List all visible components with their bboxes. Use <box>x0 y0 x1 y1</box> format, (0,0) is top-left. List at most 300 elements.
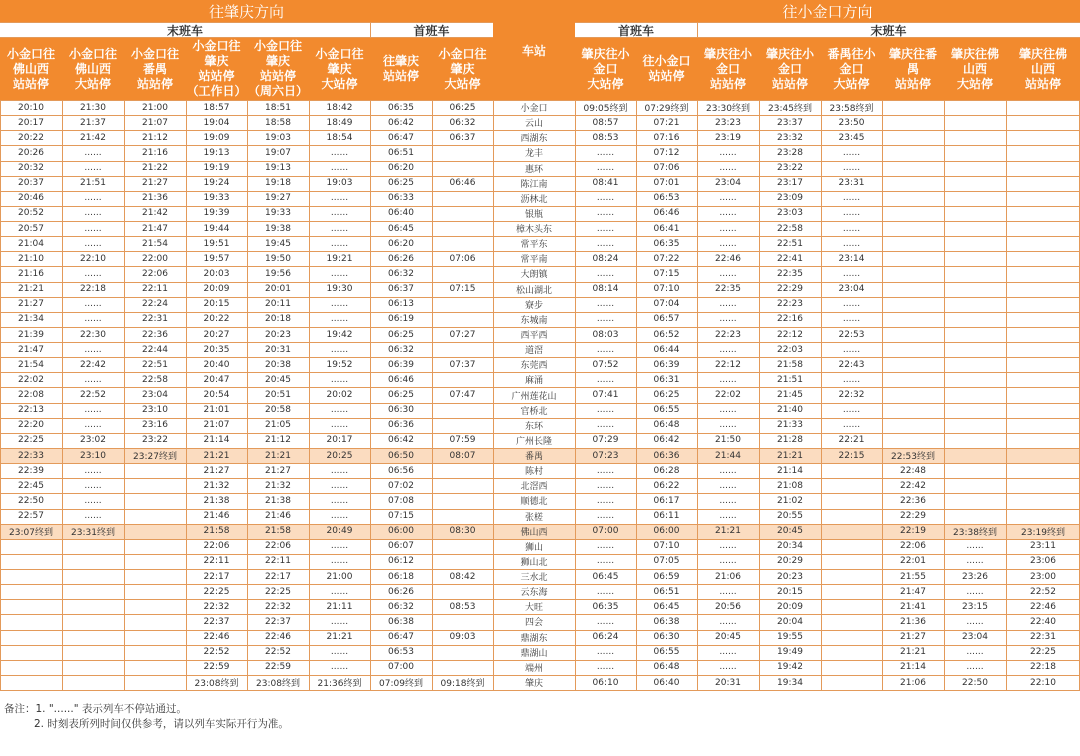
table-cell: 22:17 <box>203 571 230 582</box>
table-cell: ...... <box>84 344 102 355</box>
grid-line <box>0 236 1080 237</box>
table-cell: 21:21 <box>900 647 926 658</box>
table-cell <box>882 191 944 206</box>
title-left: 往肇庆方向 <box>0 0 493 22</box>
table-cell: 06:42 <box>388 435 414 446</box>
grid-line <box>0 372 1080 373</box>
station-name: 陈江南 <box>520 179 548 190</box>
station-name: 寮步 <box>524 300 543 311</box>
table-cell <box>1006 493 1080 508</box>
table-cell: 21:55 <box>900 571 926 582</box>
table-cell <box>62 539 124 554</box>
table-cell <box>124 660 186 675</box>
grid-line <box>0 690 1080 691</box>
table-cell: 19:03 <box>326 178 353 189</box>
table-cell <box>432 645 493 660</box>
table-cell <box>124 614 186 629</box>
table-cell: 06:11 <box>653 511 680 522</box>
table-cell: 07:12 <box>653 147 680 158</box>
table-cell: 21:02 <box>777 495 803 506</box>
station-name: 常平东 <box>520 240 548 251</box>
table-cell <box>882 403 944 418</box>
table-cell: 22:41 <box>777 253 803 264</box>
table-cell: 06:39 <box>653 359 680 370</box>
table-cell <box>124 675 186 690</box>
table-cell: 21:21 <box>697 524 759 539</box>
table-cell: 21:38 <box>203 495 230 506</box>
table-cell <box>821 599 882 614</box>
table-cell: ...... <box>84 511 102 522</box>
table-cell: 06:32 <box>449 117 476 128</box>
table-cell: 19:30 <box>326 284 353 295</box>
table-cell: 06:00 <box>636 524 697 539</box>
table-cell: 06:33 <box>388 193 414 204</box>
grid-line <box>370 100 371 690</box>
table-cell: 22:11 <box>142 284 168 295</box>
table-cell <box>821 493 882 508</box>
table-cell: 23:45 <box>838 132 865 143</box>
table-cell: ...... <box>84 480 102 491</box>
table-cell <box>432 236 493 251</box>
table-cell: 22:52 <box>265 647 291 658</box>
table-cell <box>124 569 186 584</box>
table-cell: 06:25 <box>388 390 414 401</box>
table-cell <box>1006 251 1080 266</box>
station-name: 西平西 <box>520 331 548 341</box>
table-cell <box>1006 176 1080 191</box>
table-cell: 07:21 <box>653 117 680 128</box>
table-cell: 22:58 <box>777 223 803 234</box>
table-cell <box>432 145 493 160</box>
table-cell <box>62 599 124 614</box>
table-cell: 06:19 <box>388 314 414 325</box>
table-cell: ...... <box>719 586 737 597</box>
table-cell: ...... <box>596 420 615 431</box>
table-cell: 06:25 <box>449 102 476 113</box>
grid-line <box>0 115 1080 116</box>
table-cell <box>1006 100 1080 115</box>
table-cell: 06:35 <box>592 601 619 612</box>
grid-line <box>0 282 1080 283</box>
table-cell: 22:29 <box>900 511 926 522</box>
table-cell: 21:58 <box>777 359 803 370</box>
station-name: 云东海 <box>520 588 548 599</box>
table-cell: 23:04 <box>838 284 865 295</box>
table-cell <box>944 387 1006 402</box>
table-cell: ...... <box>719 480 737 491</box>
grid-line <box>0 599 1080 600</box>
table-cell <box>944 115 1006 130</box>
table-cell: ...... <box>719 193 737 204</box>
table-cell <box>944 251 1006 266</box>
table-cell <box>0 599 62 614</box>
table-cell: 22:00 <box>142 253 168 264</box>
table-cell: 06:38 <box>653 616 680 627</box>
table-cell: 23:23 <box>715 117 741 128</box>
table-cell: ...... <box>330 647 349 658</box>
table-cell: 23:50 <box>838 117 865 128</box>
table-cell: ...... <box>719 495 737 506</box>
table-cell <box>1006 509 1080 524</box>
table-cell <box>944 312 1006 327</box>
grid-line <box>124 100 125 690</box>
table-cell: 07:15 <box>449 284 476 295</box>
table-cell: 20:15 <box>203 299 230 310</box>
table-cell: 22:18 <box>1030 662 1056 673</box>
grid-line <box>0 569 1080 570</box>
table-cell <box>944 478 1006 493</box>
table-cell: 22:10 <box>80 253 106 264</box>
table-cell: ...... <box>842 420 861 431</box>
table-cell: 19:50 <box>265 253 291 264</box>
table-cell: 21:12 <box>265 435 291 446</box>
table-cell <box>1006 357 1080 372</box>
table-cell: 23:03 <box>777 208 803 219</box>
table-cell: 20:52 <box>18 208 44 219</box>
table-cell: ...... <box>84 420 102 431</box>
notes <box>4 702 289 732</box>
table-cell <box>124 539 186 554</box>
table-cell: 20:15 <box>777 586 803 597</box>
table-cell: ...... <box>719 405 737 416</box>
table-cell: ...... <box>84 268 102 279</box>
table-cell <box>432 660 493 675</box>
table-cell: ...... <box>842 344 861 355</box>
table-cell: 20:34 <box>777 541 803 552</box>
table-cell: 21:54 <box>142 238 168 249</box>
table-cell: 21:37 <box>80 117 106 128</box>
table-cell: 23:17 <box>777 178 803 189</box>
table-cell <box>944 282 1006 297</box>
table-cell: 23:58终到 <box>829 104 874 115</box>
table-cell: ...... <box>330 268 349 279</box>
table-cell <box>821 509 882 524</box>
station-name: 狮山北 <box>520 557 548 568</box>
table-cell: 21:51 <box>777 374 803 385</box>
grid-line <box>0 191 1080 192</box>
station-name: 四会 <box>524 618 543 629</box>
table-cell: 21:38 <box>265 495 291 506</box>
station-name: 三水北 <box>520 573 548 584</box>
table-cell: 19:04 <box>203 117 230 128</box>
table-cell <box>821 554 882 569</box>
group-left-last: 末班车 <box>0 22 370 38</box>
table-cell: 06:37 <box>449 132 476 143</box>
table-cell: 22:52 <box>80 390 106 401</box>
table-cell: 08:07 <box>432 448 493 463</box>
table-cell: 22:46 <box>203 632 230 643</box>
table-cell <box>882 357 944 372</box>
table-cell: 23:38终到 <box>944 524 1006 539</box>
table-cell: ...... <box>719 556 737 567</box>
table-cell: 23:16 <box>142 420 168 431</box>
table-cell: ...... <box>330 556 349 567</box>
table-cell <box>821 630 882 645</box>
table-cell: 22:31 <box>142 314 168 325</box>
table-cell: ...... <box>596 223 615 234</box>
table-cell: 23:19终到 <box>1006 524 1080 539</box>
table-cell: 21:32 <box>265 480 291 491</box>
table-cell: 06:46 <box>653 208 680 219</box>
table-cell: 21:42 <box>142 208 168 219</box>
table-cell <box>1006 372 1080 387</box>
left-col-header: 小金口往 肇庆 站站停 （工作日） <box>186 39 247 98</box>
table-cell: 23:45终到 <box>768 104 812 115</box>
table-cell <box>944 221 1006 236</box>
table-cell: 22:06 <box>900 541 926 552</box>
table-cell: ...... <box>719 208 737 219</box>
table-cell: 06:26 <box>388 253 414 264</box>
table-cell <box>1006 221 1080 236</box>
table-cell <box>124 630 186 645</box>
table-cell: 20:45 <box>715 632 741 643</box>
grid-line <box>0 660 1080 661</box>
table-cell: 23:15 <box>962 601 988 612</box>
table-cell <box>0 645 62 660</box>
table-cell <box>432 221 493 236</box>
table-cell: 21:21 <box>759 448 821 463</box>
table-cell <box>1006 342 1080 357</box>
table-cell: 06:28 <box>653 465 680 476</box>
table-cell <box>944 161 1006 176</box>
table-cell: 23:26 <box>962 571 988 582</box>
station-name: 东莞西 <box>520 361 548 372</box>
table-cell: 19:49 <box>777 647 803 658</box>
table-cell: 23:28 <box>777 147 803 158</box>
table-cell: ...... <box>596 465 615 476</box>
station-header: 车站 <box>493 0 575 100</box>
table-cell: 21:04 <box>18 238 44 249</box>
table-cell: ...... <box>330 344 349 355</box>
table-cell <box>1006 312 1080 327</box>
table-cell: 22:36 <box>142 329 168 340</box>
table-cell <box>432 418 493 433</box>
table-cell: 22:42 <box>80 359 106 370</box>
table-cell: ...... <box>719 344 737 355</box>
table-cell <box>432 403 493 418</box>
grid-line <box>0 403 1080 404</box>
table-cell: ...... <box>84 193 102 204</box>
table-cell: 22:24 <box>142 299 168 310</box>
table-cell: 06:38 <box>388 616 414 627</box>
table-cell: ...... <box>84 238 102 249</box>
table-cell: 06:40 <box>388 208 414 219</box>
table-cell: 23:00 <box>1030 571 1056 582</box>
grid-line <box>0 493 1080 494</box>
table-cell: 20:22 <box>18 132 44 143</box>
table-cell: 20:01 <box>265 284 291 295</box>
table-cell <box>432 266 493 281</box>
table-cell: ...... <box>719 223 737 234</box>
table-cell <box>821 645 882 660</box>
table-cell <box>882 266 944 281</box>
table-cell: ...... <box>596 314 615 325</box>
table-cell <box>944 176 1006 191</box>
table-cell: 07:08 <box>388 495 414 506</box>
table-cell: 19:34 <box>777 677 803 688</box>
table-cell: 21:34 <box>18 314 44 325</box>
table-cell: 07:41 <box>592 390 619 401</box>
table-cell: ...... <box>596 556 615 567</box>
table-cell: 22:40 <box>1030 616 1056 627</box>
table-cell: 09:03 <box>449 632 476 643</box>
table-cell: 07:16 <box>653 132 680 143</box>
table-cell: 08:03 <box>592 329 619 340</box>
table-cell: 21:36终到 <box>317 679 362 689</box>
table-cell: 22:33 <box>0 448 62 463</box>
table-cell <box>944 236 1006 251</box>
table-cell <box>0 569 62 584</box>
table-cell: 20:29 <box>777 556 803 567</box>
grid-line <box>0 675 1080 676</box>
table-cell: 06:25 <box>653 390 680 401</box>
grid-line <box>0 357 1080 358</box>
table-cell <box>944 342 1006 357</box>
table-cell: ...... <box>330 511 349 522</box>
table-cell <box>882 221 944 236</box>
table-cell: 07:37 <box>449 359 476 370</box>
table-cell: 21:10 <box>18 253 44 264</box>
table-cell <box>882 115 944 130</box>
right-col-header: 肇庆往小 金口 大站停 <box>575 38 636 100</box>
table-cell <box>432 614 493 629</box>
table-cell <box>62 584 124 599</box>
table-cell <box>882 312 944 327</box>
table-cell: 07:01 <box>653 178 680 189</box>
table-cell <box>1006 115 1080 130</box>
table-cell: ...... <box>842 208 861 219</box>
table-cell: 22:25 <box>203 586 230 597</box>
table-cell <box>944 357 1006 372</box>
table-cell: 06:13 <box>388 299 414 310</box>
table-cell: 06:44 <box>653 344 680 355</box>
table-cell <box>821 584 882 599</box>
station-name: 狮山 <box>524 542 543 553</box>
table-cell: ...... <box>719 465 737 476</box>
table-cell: 22:01 <box>900 556 926 567</box>
table-cell: 19:13 <box>265 163 291 174</box>
table-cell: ...... <box>330 223 349 234</box>
table-cell <box>0 584 62 599</box>
table-cell: 22:15 <box>821 448 882 463</box>
table-cell: 07:00 <box>575 524 636 539</box>
table-cell: 20:25 <box>309 448 370 463</box>
table-cell: 22:45 <box>18 480 44 491</box>
table-cell: 21:39 <box>18 329 44 340</box>
table-cell: 08:41 <box>592 178 619 189</box>
table-cell <box>882 176 944 191</box>
table-cell: 06:35 <box>653 238 680 249</box>
table-cell: ...... <box>842 374 861 385</box>
table-cell: 23:06 <box>1030 556 1056 567</box>
table-cell <box>882 251 944 266</box>
grid-line <box>0 100 1080 101</box>
table-cell: ...... <box>719 163 737 174</box>
table-cell: 20:49 <box>309 524 370 539</box>
grid-line <box>0 614 1080 615</box>
station-name: 顺德北 <box>520 497 548 508</box>
table-cell: ...... <box>719 616 737 627</box>
table-cell: ...... <box>719 662 737 673</box>
station-name: 银瓶 <box>524 209 543 220</box>
table-cell: 06:46 <box>388 374 414 385</box>
table-cell <box>1006 266 1080 281</box>
table-cell: 21:14 <box>900 662 926 673</box>
table-cell: 22:06 <box>203 541 230 552</box>
table-cell: 22:44 <box>142 344 168 355</box>
grid-line <box>0 539 1080 540</box>
grid-line <box>1006 100 1007 690</box>
table-cell: ...... <box>330 299 349 310</box>
table-cell: 19:33 <box>203 193 230 204</box>
table-cell: 20:38 <box>265 359 291 370</box>
table-cell <box>0 675 62 690</box>
table-cell: 21:21 <box>326 632 353 643</box>
table-cell: 23:08终到 <box>256 679 300 689</box>
title-right: 往小金口方向 <box>575 0 1080 22</box>
grid-line <box>0 630 1080 631</box>
table-cell: 21:12 <box>142 132 168 143</box>
station-name: 云山 <box>524 119 543 130</box>
table-cell: 22:03 <box>777 344 803 355</box>
table-cell: 19:13 <box>203 147 230 158</box>
table-cell: 06:52 <box>653 329 680 340</box>
table-cell: 22:59 <box>265 662 291 673</box>
table-cell: 06:51 <box>653 586 680 597</box>
table-cell: ...... <box>966 647 984 658</box>
table-cell <box>0 539 62 554</box>
table-cell <box>882 282 944 297</box>
table-cell <box>882 297 944 312</box>
table-cell: 06:36 <box>636 448 697 463</box>
grid-line <box>759 100 760 690</box>
table-cell: 07:22 <box>653 253 680 264</box>
table-cell <box>432 372 493 387</box>
table-cell: ...... <box>842 238 861 249</box>
grid-line <box>0 554 1080 555</box>
table-cell: 09:18终到 <box>440 679 485 689</box>
grid-line <box>0 433 1080 434</box>
table-cell: 20:02 <box>326 390 353 401</box>
grid-line <box>697 22 698 38</box>
table-cell: 22:46 <box>1030 601 1056 612</box>
table-cell: 22:32 <box>203 601 230 612</box>
table-cell: 23:22 <box>777 163 803 174</box>
grid-line <box>432 100 433 690</box>
table-cell: ...... <box>842 193 861 204</box>
table-cell: 22:11 <box>203 556 230 567</box>
table-cell: ...... <box>966 556 984 567</box>
table-cell: 06:53 <box>653 193 680 204</box>
table-cell: ...... <box>596 374 615 385</box>
table-cell: 23:08终到 <box>194 679 239 689</box>
station-name: 陈村 <box>524 467 543 478</box>
table-cell: 20:58 <box>265 405 291 416</box>
table-cell: ...... <box>330 238 349 249</box>
table-cell: 22:12 <box>777 329 803 340</box>
table-cell: 21:11 <box>326 601 353 612</box>
table-cell: ...... <box>966 662 984 673</box>
table-cell: ...... <box>719 541 737 552</box>
station-name: 官桥北 <box>520 406 548 417</box>
grid-line <box>0 251 1080 252</box>
table-cell: 19:03 <box>265 132 291 143</box>
table-cell <box>432 493 493 508</box>
table-cell: 06:57 <box>653 314 680 325</box>
grid-line <box>575 100 576 690</box>
table-cell: 06:55 <box>653 405 680 416</box>
table-cell: 22:13 <box>18 405 44 416</box>
